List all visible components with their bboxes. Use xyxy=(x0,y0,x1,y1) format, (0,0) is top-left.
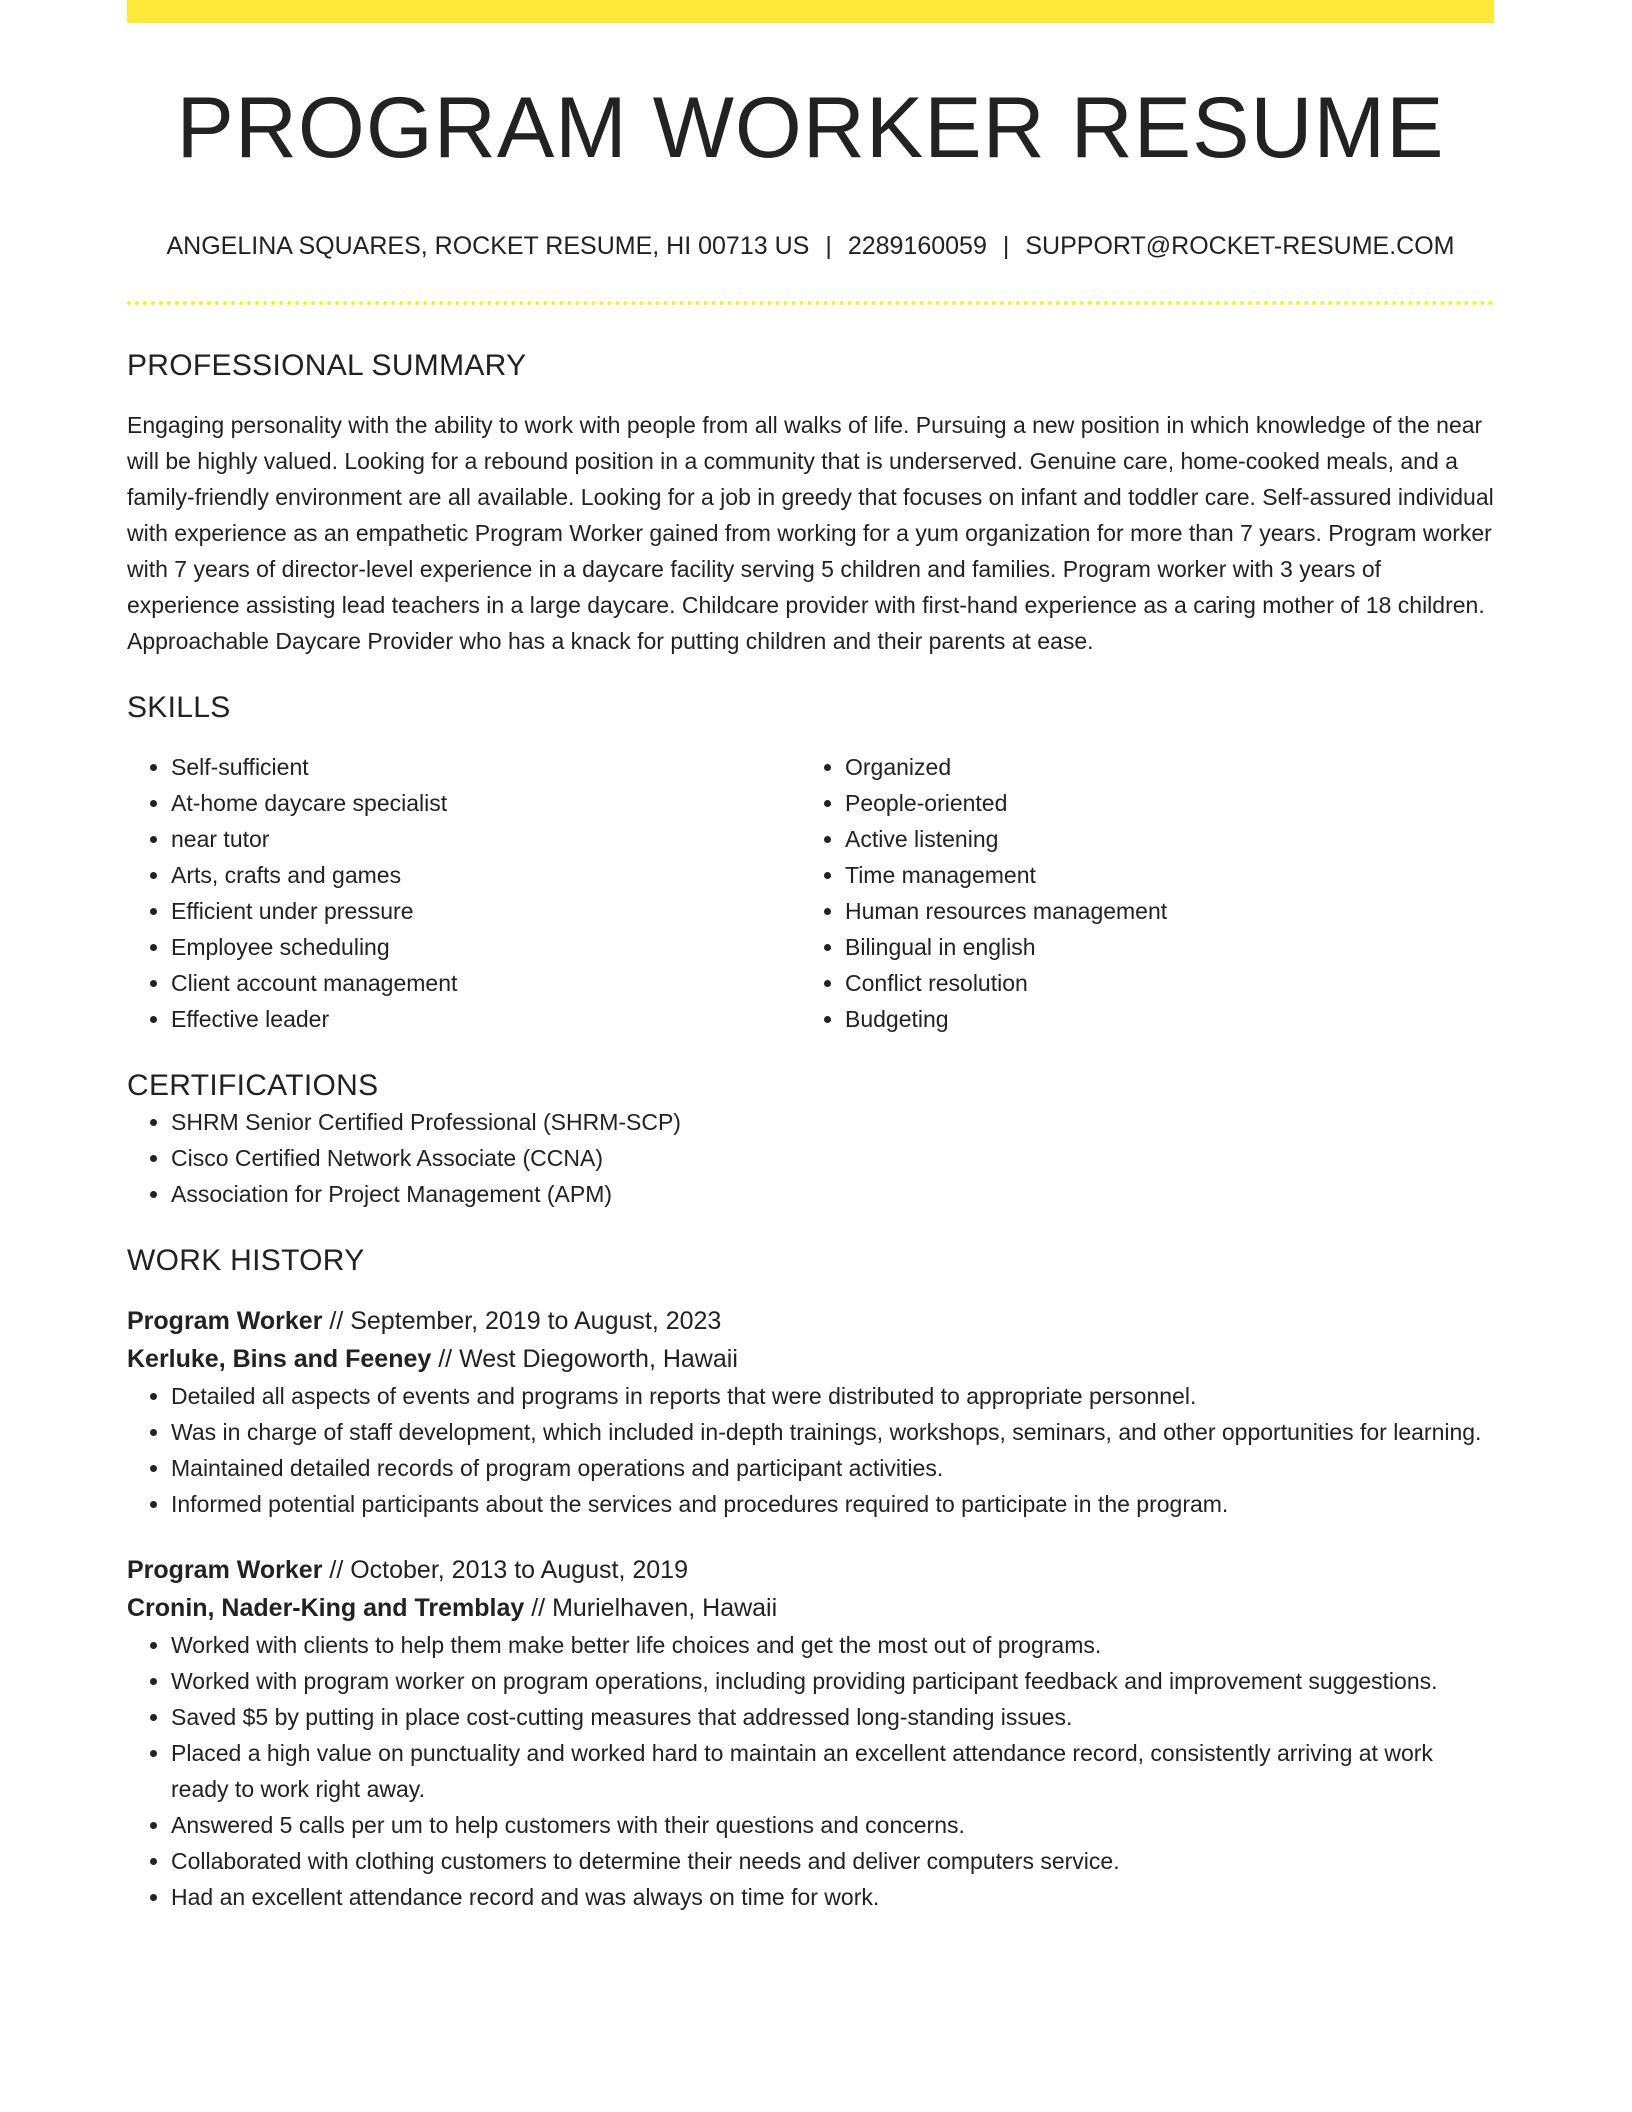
job-entry xyxy=(127,1551,1494,1915)
job-title-line xyxy=(127,1551,1494,1589)
job-company-line xyxy=(127,1340,1494,1378)
job-bullet: • Was in charge of staff development, which included in-depth trainings, workshops, seminars, and other opportunities for learning. xyxy=(171,1414,1494,1450)
job-company-line xyxy=(127,1589,1494,1627)
resume-content xyxy=(127,0,1494,1915)
job-bullet: • Informed potential participants about the services and procedures required to participate in the program. xyxy=(171,1486,1494,1522)
job-location: // Murielhaven, Hawaii xyxy=(524,1594,778,1622)
skill-item: • Time management xyxy=(845,857,1475,893)
job-bullet: • Had an excellent attendance record and was always on time for work. xyxy=(171,1879,1494,1915)
skills-heading: SKILLS xyxy=(127,691,231,724)
job-title: Program Worker xyxy=(127,1307,323,1335)
contact-phone: 2289160059 xyxy=(847,232,987,260)
skill-item: • Effective leader xyxy=(171,1001,801,1037)
contact-separator: | xyxy=(1002,232,1010,260)
skill-item: • Efficient under pressure xyxy=(171,893,801,929)
job-bullet: • Saved $5 by putting in place cost-cutting measures that addressed long-standing issues. xyxy=(171,1699,1494,1735)
job-title: Program Worker xyxy=(127,1556,323,1584)
skill-item: • near tutor xyxy=(171,821,801,857)
skill-item: • Employee scheduling xyxy=(171,929,801,965)
job-entry xyxy=(127,1302,1494,1522)
certification-item: • Cisco Certified Network Associate (CCNA) xyxy=(171,1140,1494,1176)
skill-item: • Arts, crafts and games xyxy=(171,857,801,893)
job-company: Kerluke, Bins and Feeney xyxy=(127,1345,432,1373)
skill-item: • People-oriented xyxy=(845,785,1475,821)
skill-item: • Client account management xyxy=(171,965,801,1001)
contact-line xyxy=(127,231,1494,261)
skills-column-left xyxy=(127,749,801,1037)
job-dates: // October, 2013 to August, 2019 xyxy=(322,1556,688,1584)
job-bullet: • Answered 5 calls per um to help customers with their questions and concerns. xyxy=(171,1807,1494,1843)
skill-item: • Organized xyxy=(845,749,1475,785)
job-bullet: • Worked with clients to help them make better life choices and get the most out of programs. xyxy=(171,1627,1494,1663)
job-location: // West Diegoworth, Hawaii xyxy=(431,1345,738,1373)
skill-item: • Budgeting xyxy=(845,1001,1475,1037)
certifications-heading: CERTIFICATIONS xyxy=(127,1069,379,1102)
skill-item: • Self-sufficient xyxy=(171,749,801,785)
skills-list xyxy=(127,749,1494,1037)
job-bullets xyxy=(127,1378,1494,1522)
certifications-list xyxy=(127,1104,1494,1212)
job-title-line xyxy=(127,1302,1494,1340)
contact-email: SUPPORT@ROCKET-RESUME.COM xyxy=(1025,232,1455,260)
skill-item: • Conflict resolution xyxy=(845,965,1475,1001)
job-bullet: • Worked with program worker on program operations, including providing participant feedback and improvement suggestions. xyxy=(171,1663,1494,1699)
job-bullet: • Placed a high value on punctuality and worked hard to maintain an excellent attendance record, consistently arriving at work ready to work right away. xyxy=(171,1735,1494,1807)
work-history-heading: WORK HISTORY xyxy=(127,1244,365,1277)
job-dates: // September, 2019 to August, 2023 xyxy=(322,1307,722,1335)
job-company: Cronin, Nader-King and Tremblay xyxy=(127,1594,525,1622)
job-bullet: • Detailed all aspects of events and programs in reports that were distributed to appropriate personnel. xyxy=(171,1378,1494,1414)
job-bullet: • Collaborated with clothing customers to determine their needs and deliver computers service. xyxy=(171,1843,1494,1879)
skill-item: • Human resources management xyxy=(845,893,1475,929)
summary-text: Engaging personality with the ability to work with people from all walks of life. Pursuing a new position in which knowledge of the near will be highly valued. Looking for a rebound position in a community that is underserved. Genuine care, home-cooked meals, and a family-friendly environment are all available. Looking for a job in greedy that focuses on infant and toddler care. Self-assured individual with experience as an empathetic Program Worker gained from working for a yum organization for more than 7 years. Program worker with 7 years of director-level experience in a daycare facility serving 5 children and families. Program worker with 3 years of experience assisting lead teachers in a large daycare. Childcare provider with first-hand experience as a caring mother of 18 children. Approachable Daycare Provider who has a knack for putting children and their parents at ease. xyxy=(127,412,1494,654)
job-bullet: • Maintained detailed records of program operations and participant activities. xyxy=(171,1450,1494,1486)
summary-heading: PROFESSIONAL SUMMARY xyxy=(127,349,527,382)
contact-separator: | xyxy=(825,232,832,260)
skill-item: • At-home daycare specialist xyxy=(171,785,801,821)
resume-title: PROGRAM WORKER RESUME xyxy=(176,80,1445,176)
dotted-divider xyxy=(127,301,1494,305)
job-bullets xyxy=(127,1627,1494,1915)
certification-item: • SHRM Senior Certified Professional (SHRM-SCP) xyxy=(171,1104,1494,1140)
skill-item: • Active listening xyxy=(845,821,1475,857)
skill-item: • Bilingual in english xyxy=(845,929,1475,965)
skills-column-right xyxy=(801,749,1475,1037)
contact-address: ANGELINA SQUARES, ROCKET RESUME, HI 00713 US xyxy=(166,232,810,260)
certification-item: • Association for Project Management (APM) xyxy=(171,1176,1494,1212)
